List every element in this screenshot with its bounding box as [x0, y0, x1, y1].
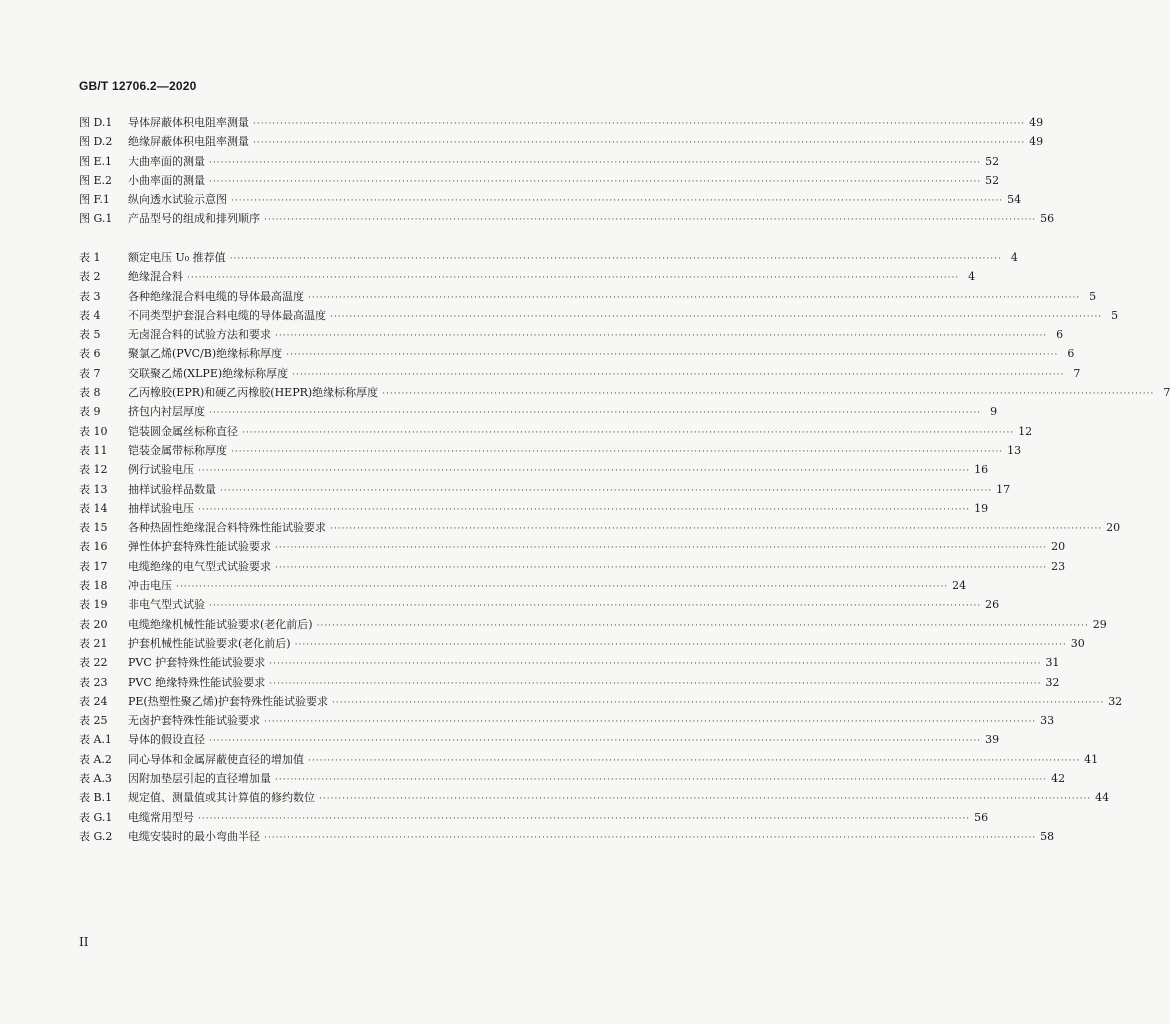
entry-page: 42 — [1051, 772, 1066, 786]
entry-title: 聚氯乙烯(PVC/B)绝缘标称厚度 — [128, 347, 283, 361]
entry-number: 表 7 — [79, 366, 101, 380]
entry-number: 图 E.2 — [79, 173, 113, 187]
entry-page: 16 — [974, 463, 989, 477]
entry-title: PE(热塑性聚乙烯)护套特殊性能试验要求 — [128, 694, 329, 708]
entry-page: 20 — [1106, 521, 1121, 535]
dot-leader: ········································································································································································································ — [229, 254, 1002, 264]
entry-page: 56 — [1040, 212, 1055, 226]
entry-page: 41 — [1084, 752, 1099, 766]
table-entry — [79, 306, 1119, 325]
dot-leader: ········································································································································································································ — [176, 582, 949, 593]
entry-number: 表 12 — [79, 463, 108, 477]
dot-leader: ········································································································································································································ — [269, 659, 1042, 670]
table-entry — [79, 287, 1097, 306]
entry-number: 表 14 — [79, 501, 108, 515]
table-entry — [79, 441, 1022, 460]
entry-title: 小曲率面的测量 — [128, 173, 205, 187]
dot-leader: ········································································································································································································ — [275, 543, 1048, 554]
table-entry — [79, 653, 1060, 672]
entry-title: PVC 护套特殊性能试验要求 — [128, 656, 266, 670]
dot-leader: ········································································································································································································ — [264, 215, 1037, 226]
entry-title: 交联聚乙烯(XLPE)绝缘标称厚度 — [128, 366, 289, 380]
entry-title: 产品型号的组成和排列顺序 — [128, 212, 260, 226]
table-entry — [79, 576, 967, 595]
entry-number: 表 B.1 — [79, 791, 113, 805]
entry-number: 表 21 — [79, 636, 108, 650]
entry-title: 电缆安装时的最小弯曲半径 — [128, 829, 260, 843]
entry-number: 表 19 — [79, 598, 108, 612]
table-entry — [79, 383, 1170, 402]
table-entry — [79, 692, 1123, 711]
entry-number: 表 9 — [79, 405, 101, 419]
entry-title: 同心导体和金属屏蔽使直径的增加值 — [128, 752, 304, 766]
dot-leader: ········································································································································································································ — [308, 292, 1081, 303]
entry-title: PVC 绝缘特殊性能试验要求 — [128, 675, 266, 689]
entry-title: 非电气型式试验 — [128, 598, 205, 612]
entry-number: 表 G.1 — [79, 810, 113, 824]
entry-page: 9 — [990, 405, 998, 419]
entry-number: 表 A.2 — [79, 752, 112, 766]
entry-title: 规定值、测量值或其计算值的修约数位 — [128, 791, 315, 805]
entry-page: 32 — [1045, 675, 1060, 689]
entry-number: 表 20 — [79, 617, 108, 631]
entry-page: 49 — [1029, 116, 1044, 129]
entry-page: 52 — [985, 173, 1000, 187]
dot-leader: ········································································································································································································ — [198, 813, 971, 824]
entry-number: 表 23 — [79, 675, 108, 689]
page-number: II — [79, 935, 89, 949]
entry-title: 额定电压 U₀ 推荐值 — [128, 251, 226, 264]
dot-leader: ········································································································································································································ — [198, 466, 971, 477]
entry-number: 表 6 — [79, 347, 101, 361]
entry-page: 19 — [974, 501, 989, 515]
dot-leader: ········································································································································································································ — [382, 389, 1155, 400]
entry-page: 56 — [974, 810, 989, 824]
entry-title: 大曲率面的测量 — [128, 154, 205, 168]
entry-number: 表 8 — [79, 386, 101, 400]
dot-leader: ········································································································································································································ — [294, 639, 1067, 650]
entry-number: 表 1 — [79, 251, 101, 264]
table-entry — [79, 634, 1085, 653]
entry-page: 6 — [1056, 328, 1064, 342]
entry-number: 表 G.2 — [79, 829, 113, 843]
entry-number: 表 24 — [79, 694, 108, 708]
entry-page: 44 — [1095, 791, 1110, 805]
entry-number: 表 5 — [79, 328, 101, 342]
table-entry — [79, 248, 1018, 267]
dot-leader: ········································································································································································································ — [187, 273, 960, 284]
entry-title: 无卤混合料的试验方法和要求 — [128, 328, 271, 342]
dot-leader: ········································································································································································································ — [316, 620, 1089, 631]
dot-leader: ········································································································································································································ — [253, 119, 1026, 129]
entry-title: 因附加垫层引起的直径增加量 — [128, 772, 271, 786]
entry-page: 29 — [1092, 617, 1107, 631]
entry-number: 表 18 — [79, 579, 108, 593]
dot-leader: ········································································································································································································ — [275, 775, 1048, 786]
dot-leader: ········································································································································································································ — [332, 697, 1105, 708]
table-entry — [79, 673, 1060, 692]
entry-number: 表 3 — [79, 289, 101, 303]
entry-page: 31 — [1045, 656, 1060, 670]
entry-page: 5 — [1089, 289, 1097, 303]
entry-number: 表 13 — [79, 482, 108, 496]
entry-page: 6 — [1067, 347, 1075, 361]
table-entry — [79, 595, 1000, 614]
dot-leader: ········································································································································································································ — [209, 601, 982, 612]
table-entry — [79, 364, 1081, 383]
entry-number: 图 G.1 — [79, 212, 113, 226]
entry-number: 表 22 — [79, 656, 108, 670]
entry-page: 33 — [1040, 714, 1055, 728]
entry-page: 13 — [1007, 443, 1022, 457]
entry-page: 24 — [952, 579, 967, 593]
entry-title: 铠装金属带标称厚度 — [128, 443, 227, 457]
figure-entry — [79, 209, 1055, 228]
dot-leader: ········································································································································································································ — [209, 408, 982, 419]
figure-entry — [79, 190, 1022, 209]
entry-page: 49 — [1029, 135, 1044, 149]
entry-title: 电缆绝缘机械性能试验要求(老化前后) — [128, 617, 313, 631]
table-entry — [79, 267, 976, 286]
entry-page: 4 — [1010, 251, 1018, 264]
standard-code-header: GB/T 12706.2—2020 — [79, 79, 197, 93]
table-entry — [79, 325, 1064, 344]
entry-title: 例行试验电压 — [128, 463, 194, 477]
entry-page: 7 — [1163, 386, 1170, 400]
entry-number: 表 25 — [79, 714, 108, 728]
entry-title: 冲击电压 — [128, 579, 172, 593]
table-entry — [79, 808, 989, 827]
entry-title: 绝缘混合料 — [128, 270, 183, 284]
entry-number: 表 17 — [79, 559, 108, 573]
entry-number: 表 15 — [79, 521, 108, 535]
figure-entry — [79, 132, 1044, 151]
dot-leader: ········································································································································································································ — [269, 678, 1042, 689]
entry-title: 电缆绝缘的电气型式试验要求 — [128, 559, 271, 573]
entry-title: 导体的假设直径 — [128, 733, 205, 747]
entry-number: 图 D.1 — [79, 116, 113, 129]
table-entry — [79, 557, 1066, 576]
figure-entry — [79, 113, 1044, 132]
entry-number: 表 A.3 — [79, 772, 112, 786]
dot-leader: ········································································································································································································ — [231, 446, 1004, 457]
entry-number: 表 A.1 — [79, 733, 112, 747]
dot-leader: ········································································································································································································ — [264, 717, 1037, 728]
table-list — [79, 248, 1170, 846]
dot-leader: ········································································································································································································ — [286, 350, 1059, 361]
dot-leader: ········································································································································································································ — [209, 157, 982, 168]
table-entry — [79, 402, 998, 421]
dot-leader: ········································································································································································································ — [264, 832, 1037, 843]
dot-leader: ········································································································································································································ — [242, 427, 1015, 438]
table-entry — [79, 615, 1107, 634]
dot-leader: ········································································································································································································ — [319, 794, 1092, 805]
entry-title: 铠装圆金属丝标称直径 — [128, 424, 238, 438]
entry-number: 表 2 — [79, 270, 101, 284]
entry-page: 32 — [1108, 694, 1123, 708]
entry-page: 23 — [1051, 559, 1066, 573]
dot-leader: ········································································································································································································ — [209, 736, 982, 747]
dot-leader: ········································································································································································································ — [275, 562, 1048, 573]
table-entry — [79, 344, 1075, 363]
entry-title: 不同类型护套混合料电缆的导体最高温度 — [128, 308, 326, 322]
figure-entry — [79, 152, 1000, 171]
entry-number: 表 4 — [79, 308, 101, 322]
entry-title: 乙丙橡胶(EPR)和硬乙丙橡胶(HEPR)绝缘标称厚度 — [128, 386, 379, 400]
figure-entry — [79, 171, 1000, 190]
entry-title: 挤包内衬层厚度 — [128, 405, 205, 419]
entry-title: 绝缘屏蔽体积电阻率测量 — [128, 135, 249, 149]
entry-page: 54 — [1007, 193, 1022, 207]
entry-title: 导体屏蔽体积电阻率测量 — [128, 116, 249, 129]
dot-leader: ········································································································································································································ — [275, 331, 1048, 342]
entry-page: 20 — [1051, 540, 1066, 554]
entry-title: 无卤护套特殊性能试验要求 — [128, 714, 260, 728]
entry-title: 各种绝缘混合料电缆的导体最高温度 — [128, 289, 304, 303]
entry-title: 弹性体护套特殊性能试验要求 — [128, 540, 271, 554]
entry-page: 17 — [996, 482, 1011, 496]
table-entry — [79, 422, 1033, 441]
entry-page: 5 — [1111, 308, 1119, 322]
table-entry — [79, 537, 1066, 556]
dot-leader: ········································································································································································································ — [292, 369, 1065, 380]
entry-number: 表 11 — [79, 443, 108, 457]
dot-leader: ········································································································································································································ — [253, 138, 1026, 149]
dot-leader: ········································································································································································································ — [308, 755, 1081, 766]
table-entry — [79, 460, 989, 479]
entry-page: 58 — [1040, 829, 1055, 843]
dot-leader: ········································································································································································································ — [330, 311, 1103, 322]
entry-title: 抽样试验样品数量 — [128, 482, 216, 496]
dot-leader: ········································································································································································································ — [231, 196, 1004, 207]
table-entry — [79, 480, 1011, 499]
entry-page: 4 — [968, 270, 976, 284]
table-entry — [79, 827, 1055, 846]
entry-page: 26 — [985, 598, 1000, 612]
dot-leader: ········································································································································································································ — [198, 504, 971, 515]
table-entry — [79, 769, 1066, 788]
entry-number: 表 10 — [79, 424, 108, 438]
entry-page: 7 — [1073, 366, 1081, 380]
entry-number: 表 16 — [79, 540, 108, 554]
table-entry — [79, 499, 989, 518]
entry-title: 纵向透水试验示意图 — [128, 193, 227, 207]
dot-leader: ········································································································································································································ — [209, 176, 982, 187]
entry-page: 39 — [985, 733, 1000, 747]
entry-title: 抽样试验电压 — [128, 501, 194, 515]
entry-page: 30 — [1070, 636, 1085, 650]
figure-list — [79, 113, 1055, 229]
table-entry — [79, 750, 1099, 769]
table-entry — [79, 730, 1000, 749]
table-entry — [79, 711, 1055, 730]
entry-number: 图 D.2 — [79, 135, 113, 149]
entry-title: 各种热固性绝缘混合料特殊性能试验要求 — [128, 521, 326, 535]
dot-leader: ········································································································································································································ — [330, 524, 1103, 535]
entry-page: 12 — [1018, 424, 1033, 438]
entry-title: 护套机械性能试验要求(老化前后) — [128, 636, 291, 650]
dot-leader: ········································································································································································································ — [220, 485, 993, 496]
table-entry — [79, 788, 1110, 807]
entry-page: 52 — [985, 154, 1000, 168]
entry-number: 图 F.1 — [79, 193, 110, 207]
table-entry — [79, 518, 1121, 537]
entry-number: 图 E.1 — [79, 154, 113, 168]
entry-title: 电缆常用型号 — [128, 810, 194, 824]
